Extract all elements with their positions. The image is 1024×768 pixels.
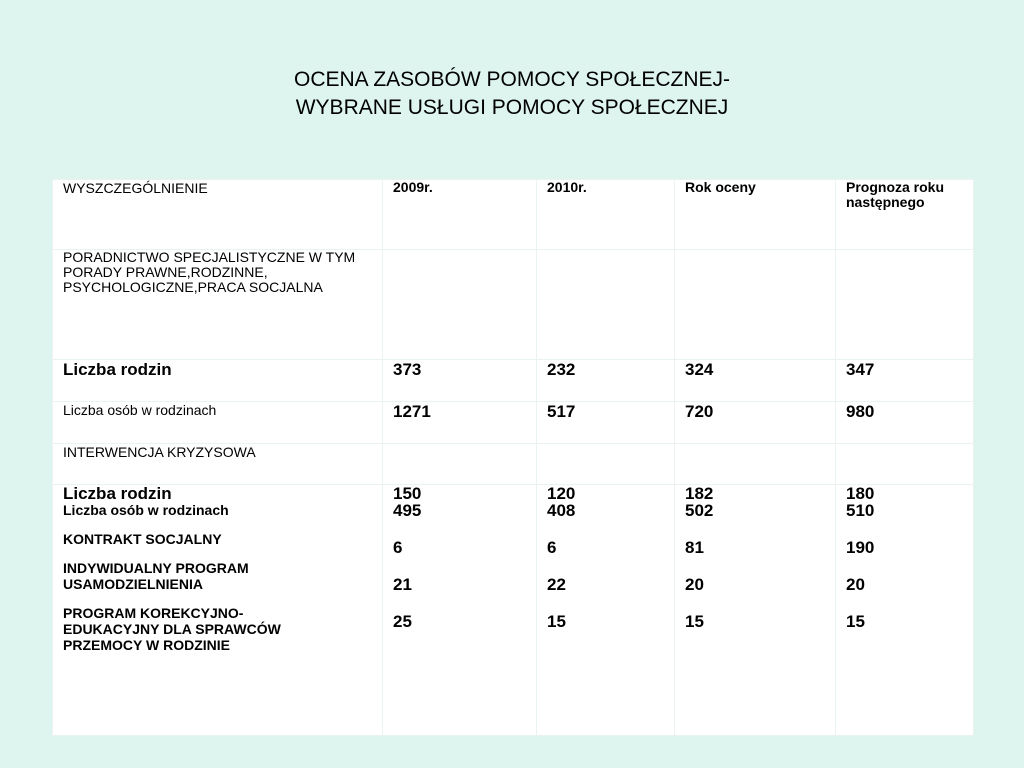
table-cell — [836, 360, 974, 402]
table-cell — [675, 485, 836, 736]
header-cell — [675, 180, 836, 250]
cell-value: 182 — [685, 484, 714, 503]
header-label: 2009r. — [393, 179, 433, 195]
table-cell — [675, 402, 836, 444]
cell-value: 15 — [685, 612, 704, 631]
cell-value: 15 — [547, 612, 566, 631]
row-label: Liczba osób w rodzinach — [63, 402, 217, 418]
table-row — [53, 444, 974, 485]
cell-value: 6 — [547, 538, 557, 557]
table-cell — [383, 485, 537, 736]
table-cell — [537, 360, 675, 402]
table-row — [53, 402, 974, 444]
cell-value: 81 — [685, 538, 704, 557]
row-label: KONTRAKT SOCJALNY — [63, 531, 222, 547]
row-label-cell — [53, 444, 383, 485]
cell-value: 324 — [685, 360, 714, 379]
table-cell — [537, 402, 675, 444]
cell-value: 25 — [393, 612, 412, 631]
row-label: PORADNICTWO SPECJALISTYCZNE W TYM PORADY PRAWNE,RODZINNE, PSYCHOLOGICZNE,PRACA SOCJALNA — [63, 249, 356, 295]
row-label: Liczba rodzin — [63, 484, 172, 503]
cell-value: 15 — [846, 612, 865, 631]
row-label-cell — [53, 485, 383, 736]
cell-value: 510 — [846, 501, 875, 520]
table-cell — [836, 402, 974, 444]
table-cell — [383, 444, 537, 485]
table-row — [53, 485, 974, 736]
services-table — [52, 179, 974, 736]
header-cell — [383, 180, 537, 250]
table-cell — [675, 360, 836, 402]
cell-value: 980 — [846, 402, 875, 421]
header-cell — [836, 180, 974, 250]
cell-value: 502 — [685, 501, 714, 520]
cell-value: 408 — [547, 501, 576, 520]
cell-value: 347 — [846, 360, 875, 379]
slide-title — [0, 66, 1024, 122]
row-label: INDYWIDUALNY PROGRAM USAMODZIELNIENIA — [63, 560, 249, 592]
table-cell — [675, 444, 836, 485]
table-cell — [383, 402, 537, 444]
table-cell — [383, 360, 537, 402]
table-header-row — [53, 180, 974, 250]
cell-value: 20 — [685, 575, 704, 594]
table-cell — [675, 250, 836, 360]
header-label: Prognoza roku następnego — [846, 179, 945, 210]
cell-value: 1271 — [393, 402, 431, 421]
cell-value: 21 — [393, 575, 412, 594]
slide-title-line1: OCENA ZASOBÓW POMOCY SPOŁECZNEJ- — [293, 68, 731, 91]
table-row — [53, 250, 974, 360]
header-label: 2010r. — [547, 179, 587, 195]
table-cell — [383, 250, 537, 360]
table-cell — [537, 485, 675, 736]
table-cell — [836, 250, 974, 360]
cell-value: 495 — [393, 501, 422, 520]
cell-value: 373 — [393, 360, 422, 379]
slide-title-line2: WYBRANE USŁUGI POMOCY SPOŁECZNEJ — [295, 96, 729, 119]
row-label: PROGRAM KOREKCYJNO-EDUKACYJNY DLA SPRAWCÓW PRZEMOCY W RODZINIE — [63, 605, 281, 653]
cell-value: 150 — [393, 484, 422, 503]
row-label: INTERWENCJA KRYZYSOWA — [63, 444, 256, 460]
cell-value: 120 — [547, 484, 576, 503]
cell-value: 22 — [547, 575, 566, 594]
cell-value: 720 — [685, 402, 714, 421]
table-cell — [836, 485, 974, 736]
row-label-cell — [53, 402, 383, 444]
header-cell — [537, 180, 675, 250]
cell-value: 232 — [547, 360, 576, 379]
cell-value: 6 — [393, 538, 403, 557]
row-label: Liczba osób w rodzinach — [63, 502, 229, 518]
row-label: Liczba rodzin — [63, 360, 172, 379]
row-label-cell — [53, 250, 383, 360]
cell-value: 20 — [846, 575, 865, 594]
cell-value: 517 — [547, 402, 576, 421]
table-cell — [537, 444, 675, 485]
header-label: Rok oceny — [685, 179, 756, 195]
cell-value: 190 — [846, 538, 875, 557]
table-cell — [537, 250, 675, 360]
cell-value: 180 — [846, 484, 875, 503]
row-label-cell — [53, 360, 383, 402]
header-cell — [53, 180, 383, 250]
header-label: WYSZCZEGÓLNIENIE — [63, 180, 208, 196]
table-cell — [836, 444, 974, 485]
table-row — [53, 360, 974, 402]
